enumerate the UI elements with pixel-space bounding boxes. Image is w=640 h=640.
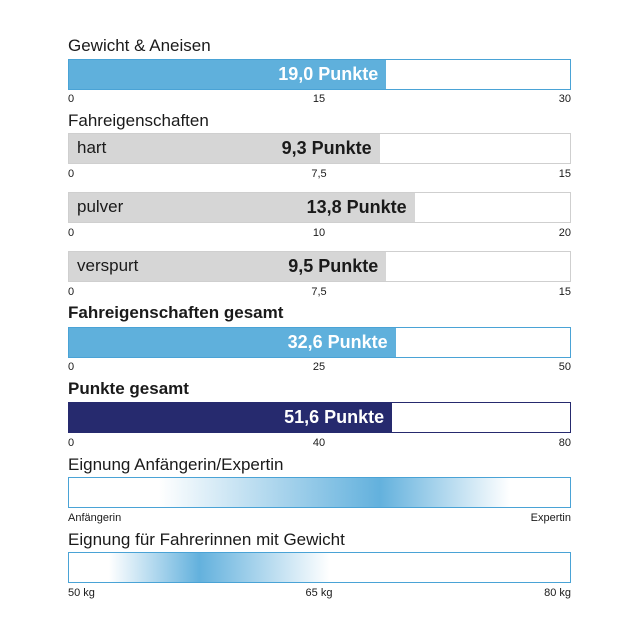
tick-label: 50 bbox=[558, 361, 571, 373]
title-fahreigenschaften: Fahreigenschaften bbox=[68, 111, 209, 130]
title-eignung-gewicht: Eignung für Fahrerinnen mit Gewicht bbox=[68, 530, 345, 549]
title-eignung-niveau: Eignung Anfängerin/Expertin bbox=[68, 455, 284, 474]
bar-sublabel: hart bbox=[77, 138, 107, 157]
gradient-scale-gewicht bbox=[68, 552, 571, 583]
tick-label: 30 bbox=[558, 93, 571, 105]
value-label: 32,6 Punkte bbox=[287, 332, 388, 352]
value-label: 13,8 Punkte bbox=[306, 197, 407, 217]
tick-label: 0 bbox=[68, 168, 75, 180]
value-label: 9,5 Punkte bbox=[288, 256, 379, 276]
scale-label-50kg: 50 kg bbox=[68, 587, 95, 599]
bar-sublabel: pulver bbox=[77, 197, 124, 216]
bar-verspurt bbox=[68, 251, 571, 282]
bar-sublabel: verspurt bbox=[77, 256, 139, 275]
title-gewicht-aneisen: Gewicht & Aneisen bbox=[68, 36, 211, 55]
tick-label: 0 bbox=[68, 227, 75, 239]
title-fahreigenschaften-gesamt: Fahreigenschaften gesamt bbox=[68, 303, 284, 322]
tick-label: 25 bbox=[312, 361, 326, 373]
bar-hart bbox=[68, 133, 571, 164]
tick-label: 15 bbox=[312, 93, 326, 105]
value-label: 9,3 Punkte bbox=[281, 138, 372, 158]
scale-label-80kg: 80 kg bbox=[544, 587, 571, 599]
tick-label: 0 bbox=[68, 93, 75, 105]
bar-fahreigenschaften-gesamt bbox=[68, 327, 571, 358]
tick-label: 0 bbox=[68, 361, 75, 373]
scale-label-anfaengerin: Anfängerin bbox=[68, 512, 122, 524]
tick-label: 10 bbox=[312, 227, 326, 239]
tick-label: 15 bbox=[558, 286, 571, 298]
tick-label: 20 bbox=[558, 227, 571, 239]
tick-label: 0 bbox=[68, 437, 75, 449]
tick-label: 7,5 bbox=[311, 168, 327, 180]
tick-label: 0 bbox=[68, 286, 75, 298]
title-punkte-gesamt: Punkte gesamt bbox=[68, 379, 189, 398]
tick-label: 80 bbox=[558, 437, 571, 449]
bar-punkte-gesamt bbox=[68, 402, 571, 433]
bar-gewicht-aneisen bbox=[68, 59, 571, 90]
gradient-scale-niveau bbox=[68, 477, 571, 508]
scale-label-65kg: 65 kg bbox=[305, 587, 333, 599]
value-label: 19,0 Punkte bbox=[278, 64, 379, 84]
tick-label: 40 bbox=[312, 437, 326, 449]
scale-label-expertin: Expertin bbox=[530, 512, 571, 524]
bar-pulver bbox=[68, 192, 571, 223]
tick-label: 15 bbox=[558, 168, 571, 180]
tick-label: 7,5 bbox=[311, 286, 327, 298]
value-label: 51,6 Punkte bbox=[284, 407, 385, 427]
